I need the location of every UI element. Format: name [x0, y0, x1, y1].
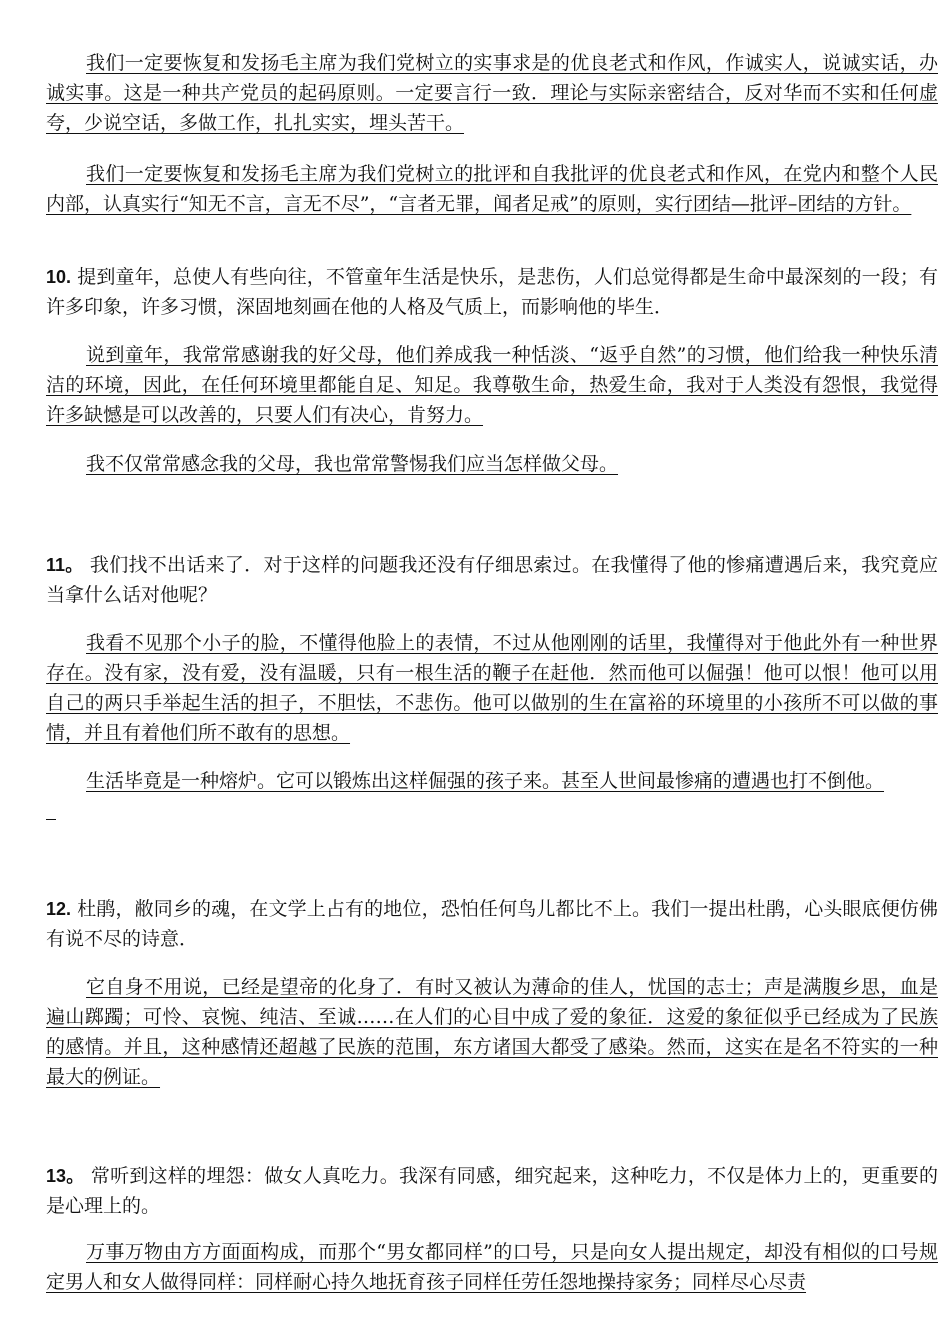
question-text: 提到童年，总使人有些向往，不管童年生活是快乐，是悲伤，人们总觉得都是生命中最深刻的一段；有许多印象，许多习惯，深固地刻画在他的人格及气质上，而影响他的毕生． — [46, 266, 938, 318]
question-text: 杜鹃，敝同乡的魂，在文学上占有的地位，恐怕任何鸟儿都比不上。我们一提出杜鹃，心头眼底便仿佛有说不尽的诗意． — [46, 898, 938, 950]
question-text: 常听到这样的埋怨：做女人真吃力。我深有同感，细究起来，这种吃力，不仅是体力上的，更重要的是心理上的。 — [46, 1165, 938, 1217]
answer-paragraph: 说到童年，我常常感谢我的好父母，他们养成我一种恬淡、“返乎自然”的习惯，他们给我一种快乐清洁的环境，因此，在任何环境里都能自足、知足。我尊敬生命，热爱生命，我对于人类没有怨恨，我觉得许多缺憾是可以改善的，只要人们有决心，肯努力。 — [46, 344, 938, 426]
question-text: 我们找不出话来了．对于这样的问题我还没有仔细思索过。在我懂得了他的惨痛遭遇后来，我究竟应当拿什么话对他呢？ — [46, 554, 938, 606]
answer-paragraph: 我看不见那个小子的脸，不懂得他脸上的表情，不过从他刚刚的话里，我懂得对于他此外有一种世界存在。没有家，没有爱，没有温暖，只有一根生活的鞭子在赶他．然而他可以倔强！他可以恨！他可以用自己的两只手举起生活的担子，不胆怯，不悲伤。他可以做别的生在富裕的环境里的小孩所不可以做的事情，并且有着他们所不敢有的思想。 — [46, 632, 938, 744]
answer-paragraph: 它自身不用说，已经是望帝的化身了．有时又被认为薄命的佳人，忧国的志士；声是满腹乡思，血是遍山踯躅；可怜、哀惋、纯洁、至诚……在人们的心目中成了爱的象征．这爱的象征似乎已经成为了民族的感情。并且，这种感情还超越了民族的范围，东方诸国大都受了感染。然而，这实在是名不符实的一种最大的例证。 — [46, 976, 938, 1088]
question-number: 11。 — [46, 555, 84, 575]
question-12 — [46, 894, 938, 954]
question-11 — [46, 550, 938, 610]
question-number: 10. — [46, 267, 72, 287]
answer-paragraph: 我们一定要恢复和发扬毛主席为我们党树立的实事求是的优良老式和作风，作诚实人，说诚实话，办诚实事。这是一种共产党员的起码原则。一定要言行一致．理论与实际亲密结合，反对华而不实和任何虚夸，少说空话，多做工作，扎扎实实，埋头苦干。 — [46, 52, 938, 134]
question-10 — [46, 262, 938, 322]
answer-paragraph: 我们一定要恢复和发扬毛主席为我们党树立的批评和自我批评的优良老式和作风，在党内和整个人民内部，认真实行“知无不言，言无不尽”，“言者无罪，闻者足戒”的原则，实行团结—批评–团结的方针。 — [46, 163, 938, 215]
question-13 — [46, 1161, 938, 1221]
answer-paragraph: 万事万物由方方面面构成，而那个“男女都同样”的口号，只是向女人提出规定，却没有相似的口号规定男人和女人做得同样：同样耐心持久地抚育孩子同样任劳任怨地操持家务；同样尽心尽责 — [46, 1241, 938, 1293]
question-number: 12. — [46, 899, 72, 919]
answer-paragraph: 生活毕竟是一种熔炉。它可以锻炼出这样倔强的孩子来。甚至人世间最惨痛的遭遇也打不倒他。 — [86, 770, 885, 792]
underline-stub — [46, 819, 56, 820]
question-number: 13。 — [46, 1166, 85, 1186]
answer-paragraph: 我不仅常常感念我的父母，我也常常警惕我们应当怎样做父母。 — [86, 453, 619, 475]
